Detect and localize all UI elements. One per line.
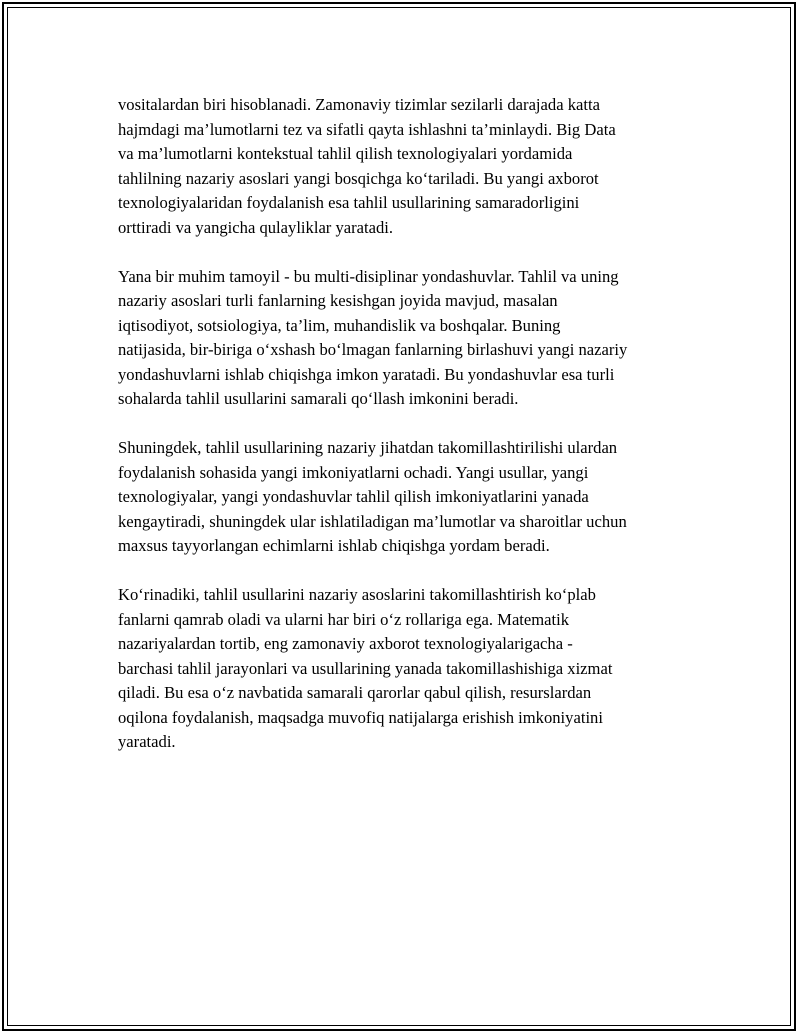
- paragraph-line: tahlilning nazariy asoslari yangi bosqichga ko‘tariladi. Bu yangi axborot: [118, 168, 599, 188]
- paragraph-line: texnologiyalar, yangi yondashuvlar tahlil qilish imkoniyatlarini yanada: [118, 487, 589, 506]
- paragraph-line: barchasi tahlil jarayonlari va usullarining yanada takomillashishiga xizmat: [118, 658, 613, 678]
- document-body: [118, 93, 690, 779]
- paragraph-line: sohalarda tahlil usullarini samarali qo‘llash imkonini beradi.: [118, 389, 519, 408]
- paragraph-line: kengaytiradi, shuningdek ular ishlatiladigan ma’lumotlar va sharoitlar uchun: [118, 511, 627, 531]
- paragraph-3: [118, 436, 690, 559]
- paragraph-line: vositalardan biri hisoblanadi. Zamonaviy tizimlar sezilarli darajada katta: [118, 95, 600, 114]
- paragraph-line: yaratadi.: [118, 732, 176, 751]
- paragraph-line: natijasida, bir-biriga o‘xshash bo‘lmagan fanlarning birlashuvi yangi nazariy: [118, 340, 628, 359]
- paragraph-line: foydalanish sohasida yangi imkoniyatlarni ochadi. Yangi usullar, yangi: [118, 462, 589, 482]
- paragraph-line: orttiradi va yangicha qulayliklar yaratadi.: [118, 217, 394, 237]
- paragraph-line: Yana bir muhim tamoyil - bu multi-disiplinar yondashuvlar. Tahlil va uning: [118, 266, 619, 286]
- paragraph-line: iqtisodiyot, sotsiologiya, ta’lim, muhandislik va boshqalar. Buning: [118, 315, 561, 335]
- paragraph-line: yondashuvlarni ishlab chiqishga imkon yaratadi. Bu yondashuvlar esa turli: [118, 364, 615, 384]
- paragraph-line: oqilona foydalanish, maqsadga muvofiq natijalarga erishish imkoniyatini: [118, 707, 603, 727]
- paragraph-4: [118, 583, 690, 755]
- paragraph-line: Shuningdek, tahlil usullarining nazariy jihatdan takomillashtirilishi ulardan: [118, 438, 618, 457]
- paragraph-line: nazariyalardan tortib, eng zamonaviy axborot texnologiyalarigacha -: [118, 634, 573, 653]
- paragraph-line: maxsus tayyorlangan echimlarni ishlab chiqishga yordam beradi.: [118, 536, 550, 555]
- paragraph-2: [118, 265, 690, 412]
- paragraph-line: qiladi. Bu esa o‘z navbatida samarali qarorlar qabul qilish, resurslardan: [118, 683, 592, 702]
- paragraph-1: [118, 93, 690, 240]
- paragraph-line: va ma’lumotlarni kontekstual tahlil qilish texnologiyalari yordamida: [118, 144, 573, 163]
- paragraph-line: hajmdagi ma’lumotlarni tez va sifatli qayta ishlashni ta’minlaydi. Big Data: [118, 119, 616, 139]
- paragraph-line: nazariy asoslari turli fanlarning kesishgan joyida mavjud, masalan: [118, 291, 558, 310]
- paragraph-line: fanlarni qamrab oladi va ularni har biri o‘z rollariga ega. Matematik: [118, 609, 570, 629]
- paragraph-line: Ko‘rinadiki, tahlil usullarini nazariy asoslarini takomillashtirish ko‘plab: [118, 585, 596, 604]
- paragraph-line: texnologiyalaridan foydalanish esa tahlil usullarining samaradorligini: [118, 193, 580, 212]
